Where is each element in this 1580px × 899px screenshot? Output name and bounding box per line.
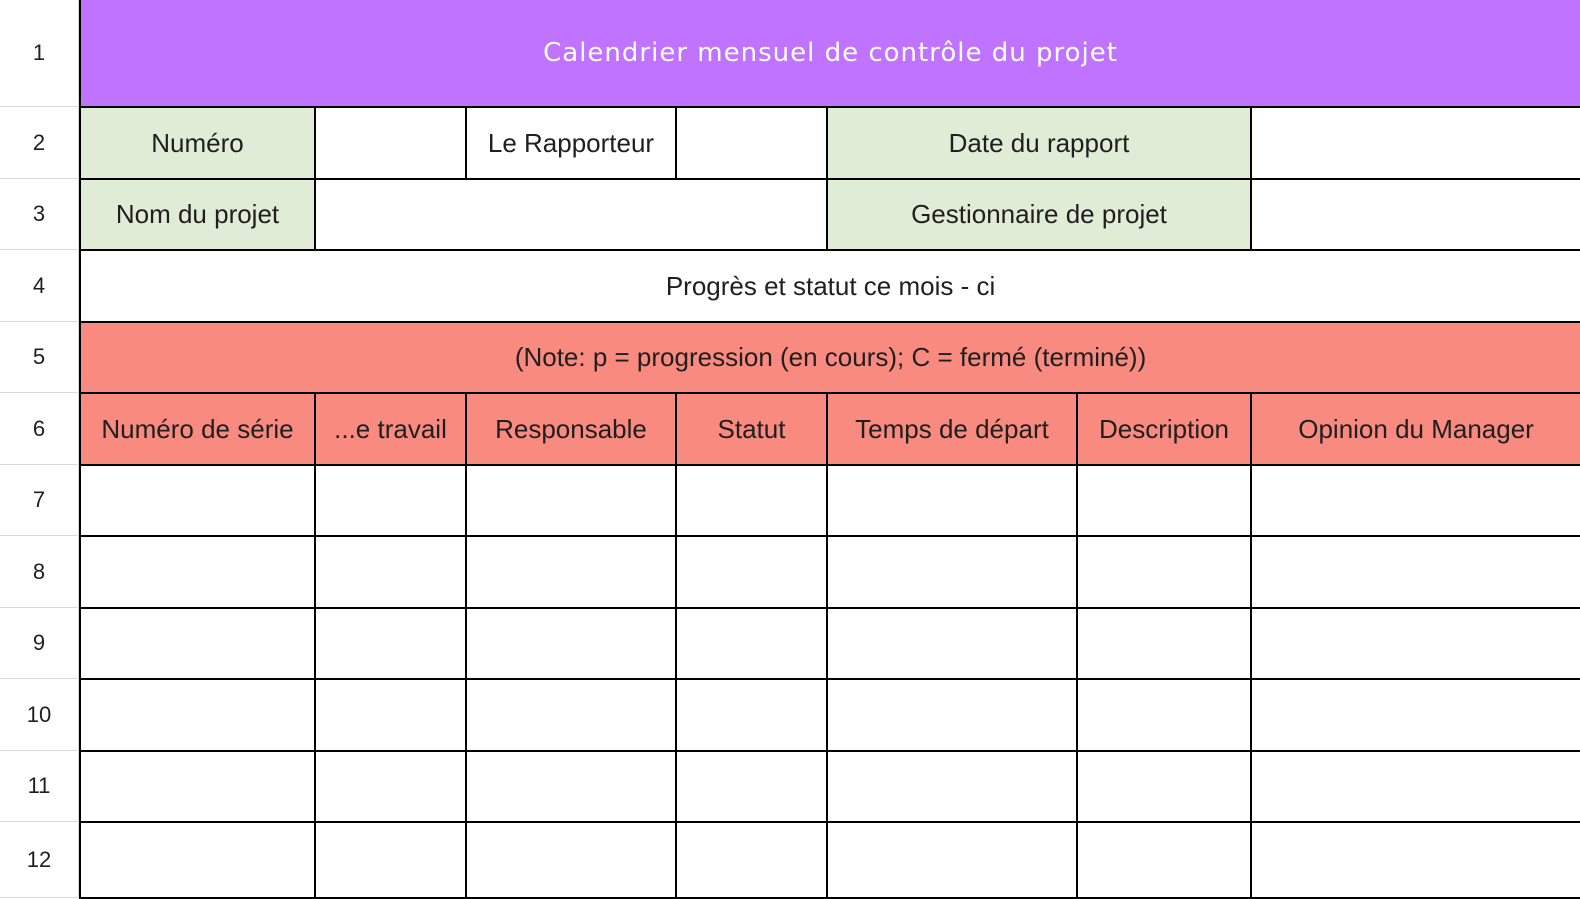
row-header-12[interactable]: 12 xyxy=(0,822,79,898)
table-cell[interactable] xyxy=(80,608,315,679)
row-header-3[interactable]: 3 xyxy=(0,179,79,250)
table-cell[interactable] xyxy=(80,679,315,751)
table-cell[interactable] xyxy=(1251,822,1580,898)
table-cell[interactable] xyxy=(676,679,827,751)
row-header-8[interactable]: 8 xyxy=(0,536,79,608)
table-cell[interactable] xyxy=(315,822,466,898)
table-cell[interactable] xyxy=(827,465,1077,536)
table-cell[interactable] xyxy=(676,536,827,608)
column-header-serie[interactable]: Numéro de série xyxy=(80,393,315,465)
table-row xyxy=(80,822,1580,898)
note-cell[interactable]: (Note: p = progression (en cours); C = fermé (terminé)) xyxy=(80,322,1580,393)
column-header-statut[interactable]: Statut xyxy=(676,393,827,465)
table-cell[interactable] xyxy=(1251,608,1580,679)
row-4 xyxy=(80,250,1580,322)
row-header-1[interactable]: 1 xyxy=(0,0,79,107)
column-header-depart[interactable]: Temps de départ xyxy=(827,393,1077,465)
table-cell[interactable] xyxy=(827,822,1077,898)
table-cell[interactable] xyxy=(466,465,676,536)
date-value-cell[interactable] xyxy=(1251,107,1580,179)
table-cell[interactable] xyxy=(1251,751,1580,822)
table-cell[interactable] xyxy=(1251,465,1580,536)
gestionnaire-value-cell[interactable] xyxy=(1251,179,1580,250)
table-cell[interactable] xyxy=(1251,536,1580,608)
table-cell[interactable] xyxy=(1077,679,1251,751)
section-title-cell[interactable]: Progrès et statut ce mois - ci xyxy=(80,250,1580,322)
table-row xyxy=(80,465,1580,536)
date-label-cell[interactable]: Date du rapport xyxy=(827,107,1251,179)
row-3 xyxy=(80,179,1580,250)
table-cell[interactable] xyxy=(676,465,827,536)
table-cell[interactable] xyxy=(1077,608,1251,679)
gestionnaire-label-cell[interactable]: Gestionnaire de projet xyxy=(827,179,1251,250)
table-cell[interactable] xyxy=(676,608,827,679)
row-header-7[interactable]: 7 xyxy=(0,465,79,536)
rapporteur-value-cell[interactable] xyxy=(676,107,827,179)
table-cell[interactable] xyxy=(466,536,676,608)
table-cell[interactable] xyxy=(1077,536,1251,608)
table-cell[interactable] xyxy=(466,822,676,898)
numero-value-cell[interactable] xyxy=(315,107,466,179)
table-row xyxy=(80,608,1580,679)
table-cell[interactable] xyxy=(827,751,1077,822)
table-cell[interactable] xyxy=(80,536,315,608)
row-header-9[interactable]: 9 xyxy=(0,608,79,679)
sheet-grid xyxy=(79,0,1580,899)
column-header-opinion[interactable]: Opinion du Manager xyxy=(1251,393,1580,465)
table-cell[interactable] xyxy=(315,679,466,751)
table-row xyxy=(80,536,1580,608)
table-cell[interactable] xyxy=(315,608,466,679)
table-cell[interactable] xyxy=(466,679,676,751)
row-header-10[interactable]: 10 xyxy=(0,679,79,751)
table-cell[interactable] xyxy=(315,465,466,536)
table-cell[interactable] xyxy=(827,679,1077,751)
row-1 xyxy=(80,0,1580,107)
table-row xyxy=(80,751,1580,822)
table-cell[interactable] xyxy=(1077,822,1251,898)
table-cell[interactable] xyxy=(1251,679,1580,751)
table-cell[interactable] xyxy=(80,822,315,898)
table-cell[interactable] xyxy=(315,751,466,822)
row-header-4[interactable]: 4 xyxy=(0,250,79,322)
table-cell[interactable] xyxy=(80,465,315,536)
column-header-description[interactable]: Description xyxy=(1077,393,1251,465)
table-cell[interactable] xyxy=(676,822,827,898)
table-row xyxy=(80,679,1580,751)
numero-label-cell[interactable]: Numéro xyxy=(80,107,315,179)
title-cell[interactable]: Calendrier mensuel de contrôle du projet xyxy=(80,0,1580,107)
row-header-6[interactable]: 6 xyxy=(0,393,79,465)
table-cell[interactable] xyxy=(466,608,676,679)
table-cell[interactable] xyxy=(315,536,466,608)
table-cell[interactable] xyxy=(676,751,827,822)
nom-projet-label-cell[interactable]: Nom du projet xyxy=(80,179,315,250)
nom-projet-value-cell[interactable] xyxy=(315,179,827,250)
table-cell[interactable] xyxy=(1077,751,1251,822)
column-header-responsable[interactable]: Responsable xyxy=(466,393,676,465)
table-cell[interactable] xyxy=(80,751,315,822)
row-2 xyxy=(80,107,1580,179)
rapporteur-label-cell[interactable]: Le Rapporteur xyxy=(466,107,676,179)
row-header-2[interactable]: 2 xyxy=(0,107,79,179)
row-header-11[interactable]: 11 xyxy=(0,751,79,822)
row-5 xyxy=(80,322,1580,393)
row-header-5[interactable]: 5 xyxy=(0,322,79,393)
column-header-travail[interactable]: ...e travail xyxy=(315,393,466,465)
table-cell[interactable] xyxy=(466,751,676,822)
table-cell[interactable] xyxy=(827,608,1077,679)
row-6-column-headers xyxy=(80,393,1580,465)
table-cell[interactable] xyxy=(827,536,1077,608)
table-cell[interactable] xyxy=(1077,465,1251,536)
